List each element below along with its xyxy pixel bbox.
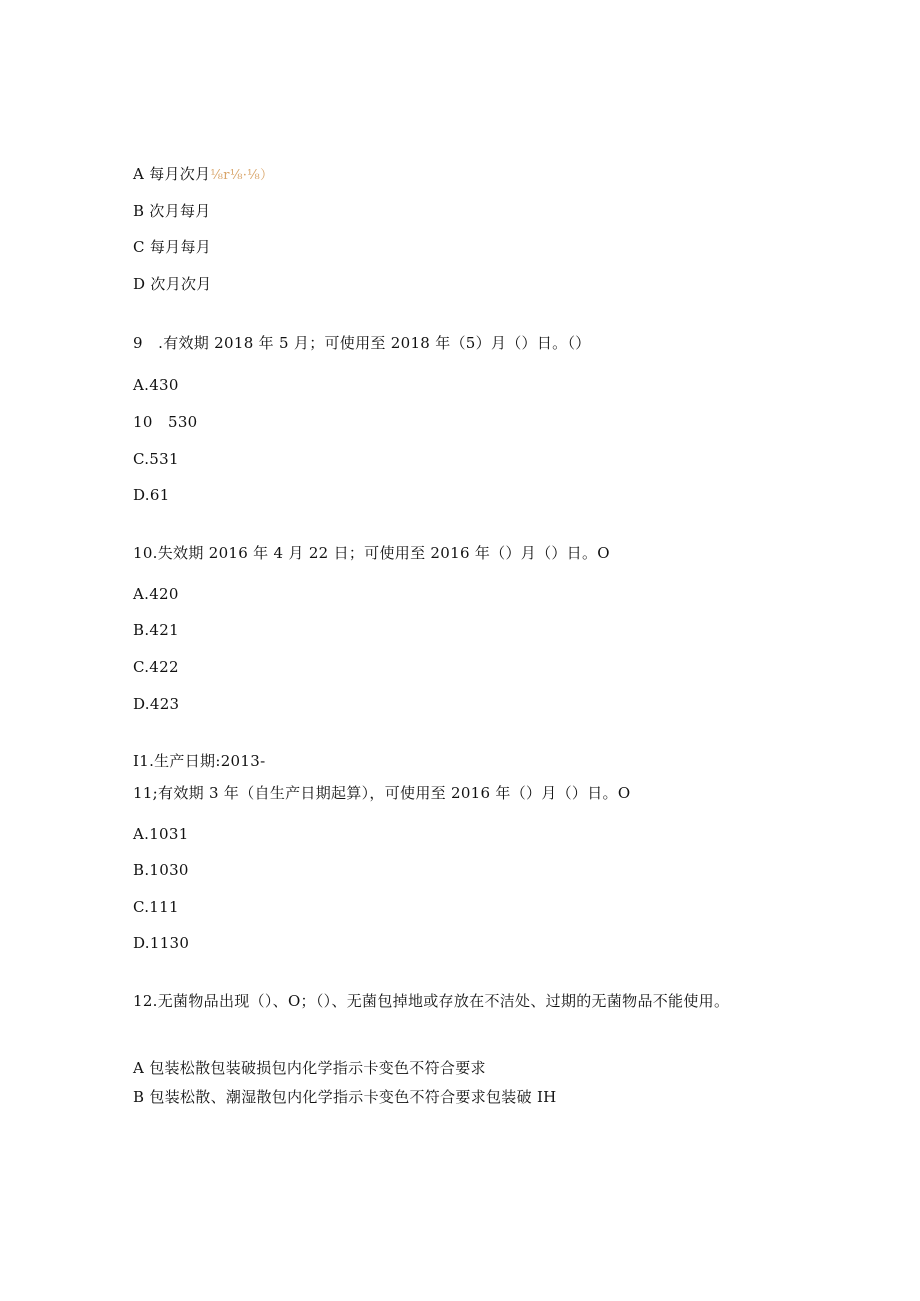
question-stem-line-1: I1.生产日期:2013- <box>133 752 266 770</box>
option-a <box>133 164 273 186</box>
question-stem: 12.无菌物品出现（）、O；（）、无菌包掉地或存放在不洁处、过期的无菌物品不能使用。 <box>133 992 730 1010</box>
option-a: A.1031 <box>133 825 189 843</box>
question-stem: 9 .有效期 2018 年 5 月；可使用至 2018 年（5）月（）日。（） <box>133 334 591 352</box>
option-b: B.1030 <box>133 861 189 879</box>
option-d: D.423 <box>133 695 180 713</box>
option-d: D.1130 <box>133 934 190 952</box>
option-c: C.531 <box>133 450 179 468</box>
option-c: C.111 <box>133 898 179 916</box>
option-b: 10 530 <box>133 413 198 431</box>
option-b: B 次月每月 <box>133 202 211 220</box>
option-b: B 包装松散、潮湿散包内化学指示卡变色不符合要求包装破 IH <box>133 1088 557 1106</box>
option-a: A 包装松散包装破损包内化学指示卡变色不符合要求 <box>133 1059 486 1077</box>
option-a-text: A 每月次月 <box>133 165 211 183</box>
option-b: B.421 <box>133 621 179 639</box>
question-stem-line-2: 11;有效期 3 年（自生产日期起算），可使用至 2016 年（）月（）日。O <box>133 784 631 802</box>
option-d: D.61 <box>133 486 170 504</box>
option-a: A.420 <box>133 585 179 603</box>
option-a: A.430 <box>133 376 179 394</box>
option-d: D 次月次月 <box>133 275 212 293</box>
faint-stamp-mark: ⅛r⅛·⅛） <box>210 168 274 183</box>
option-c: C.422 <box>133 658 179 676</box>
question-stem: 10.失效期 2016 年 4 月 22 日；可使用至 2016 年（）月（）日。O <box>133 544 610 562</box>
option-c: C 每月每月 <box>133 238 212 256</box>
